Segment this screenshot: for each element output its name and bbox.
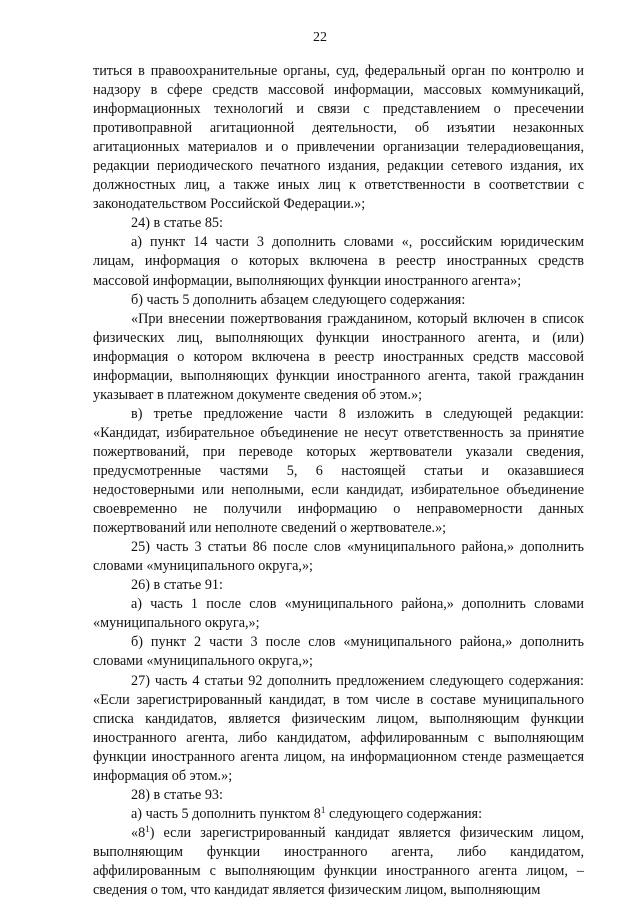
paragraph-item-26b: б) пункт 2 части 3 после слов «муниципального района,» дополнить словами «муниципального округа,»; (93, 634, 584, 670)
paragraph-item-24b: б) часть 5 дополнить абзацем следующего содержания: (131, 291, 466, 308)
paragraph-item-25: 25) часть 3 статьи 86 после слов «муниципального района,» дополнить словами «муниципального округа,»; (93, 539, 584, 575)
paragraph-item-24v: в) третье предложение части 8 изложить в следующей редакции: «Кандидат, избирательное объединение не несут ответственность за принятие пожертвований, при переводе которых жертвователи указали сведения, предусмотренные частями 5, 6 настоящей статьи и оказавшиеся недостоверными или неполными, если кандидат, избирательное объединение своевременно не получили информацию о неправомерности данных пожертвований или неполноте сведений о жертвователе.»; (93, 405, 584, 537)
page-number: 22 (313, 30, 327, 45)
paragraph-item-24: 24) в статье 85: (131, 215, 223, 232)
document-body (93, 62, 584, 900)
paragraph-continuation: титься в правоохранительные органы, суд, федеральный орган по контролю и надзору в сфере средств массовой информации, массовых коммуникаций, информационных технологий и связи с представлением о пресечении противоправной агитационной деятельности, об изъятии незаконных агитационных материалов и о привлечении организации телерадиовещания, редакции периодического печатного издания, редакции сетевого издания, их должностных лиц, а также иных лиц к ответственности в соответствии с законодательством Российской Федерации.»; (93, 63, 584, 213)
paragraph-quote-item-8-1 (93, 824, 584, 900)
paragraph-item-26a: а) часть 1 после слов «муниципального района,» дополнить словами «муниципального округа,»; (93, 596, 584, 632)
paragraph-quote-donation: «При внесении пожертвования гражданином, который включен в список физических лиц, выполняющих функции иностранного агента, и (или) информация о котором включена в реестр иностранных средств массовой информации, выполняющих функции иностранного агента, такой гражданин указывает в платежном документе сведения об этом.»; (93, 310, 584, 403)
paragraph-item-28a (93, 805, 584, 824)
superscript: 1 (320, 804, 326, 815)
paragraph-text-after: ) если зарегистрированный кандидат является физическим лицом, выполняющим функции иностранного агента, либо кандидатом, аффилированным с выполняющим функции иностранного агента лицом, – сведения о том, что кандидат является физическим лицом, выполняющим (93, 824, 584, 899)
paragraph-item-24a: а) пункт 14 части 3 дополнить словами «, российским юридическим лицам, информация о которых включена в реестр иностранных средств массовой информации, выполняющих функции иностранного агента»; (93, 234, 584, 289)
paragraph-item-28: 28) в статье 93: (131, 786, 223, 803)
paragraph-text-after: следующего содержания: (325, 805, 483, 822)
superscript: 1 (145, 823, 150, 834)
paragraph-item-27: 27) часть 4 статьи 92 дополнить предложением следующего содержания: «Если зарегистрированный кандидат, в том числе в составе муниципального списка кандидатов, является физическим лицом, выполняющим функции иностранного агента, либо кандидатом, аффилированным с выполняющим функции иностранного агента лицом, на информационном стенде размещается информация об этом.»; (93, 672, 584, 784)
paragraph-text-before: «8 (131, 824, 146, 841)
paragraph-item-26: 26) в статье 91: (131, 577, 223, 594)
paragraph-text-before: а) часть 5 дополнить пунктом 8 (131, 805, 321, 822)
